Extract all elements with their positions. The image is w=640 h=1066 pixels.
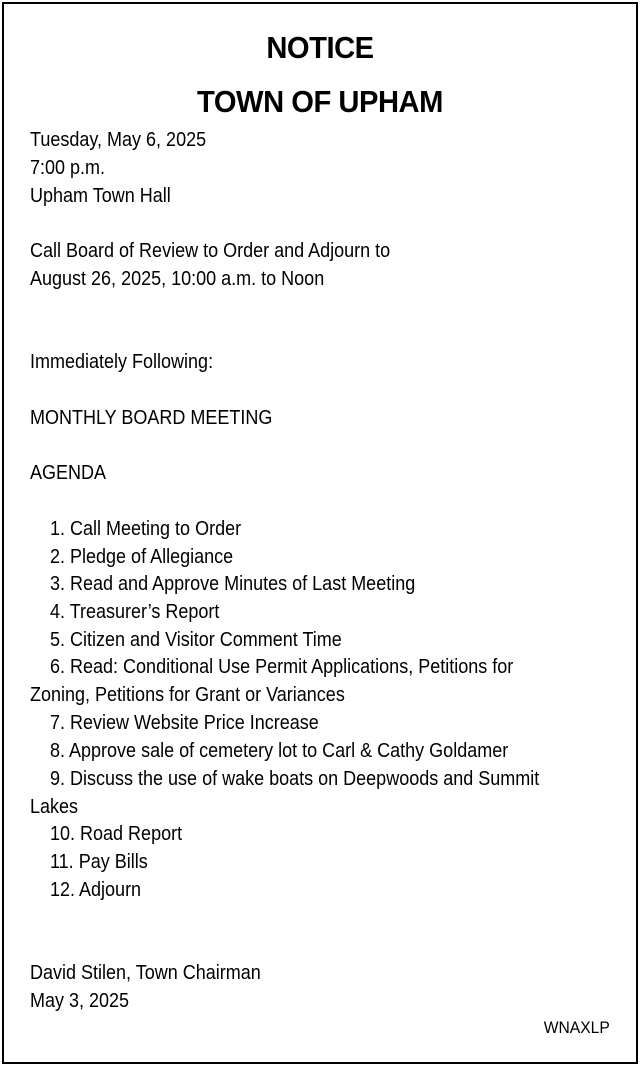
meeting-location: Upham Town Hall — [30, 185, 171, 207]
town-name: TOWN OF UPHAM — [197, 84, 443, 119]
agenda-heading: AGENDA — [30, 462, 107, 484]
agenda-item: 8. Approve sale of cemetery lot to Carl & Cathy Goldamer — [50, 740, 509, 762]
publication-code: WNAXLP — [543, 1018, 610, 1037]
agenda-item: 1. Call Meeting to Order — [50, 518, 242, 540]
agenda-item: 11. Pay Bills — [50, 851, 148, 873]
notice-title: NOTICE — [266, 30, 374, 65]
immediately-following: Immediately Following: — [30, 351, 214, 373]
agenda-item: 12. Adjourn — [50, 879, 142, 901]
agenda-item: 2. Pledge of Allegiance — [50, 546, 234, 568]
board-of-review-line-2: August 26, 2025, 10:00 a.m. to Noon — [30, 268, 325, 290]
agenda-item-continuation: Lakes — [30, 796, 79, 818]
meeting-type: MONTHLY BOARD MEETING — [30, 407, 273, 429]
agenda-item: 6. Read: Conditional Use Permit Applications, Petitions for — [50, 656, 514, 678]
agenda-item: 7. Review Website Price Increase — [50, 712, 319, 734]
meeting-time: 7:00 p.m. — [30, 157, 106, 179]
chairman-signature: David Stilen, Town Chairman — [30, 962, 261, 984]
meeting-date: Tuesday, May 6, 2025 — [30, 129, 207, 151]
agenda-item-continuation: Zoning, Petitions for Grant or Variances — [30, 684, 345, 706]
agenda-item: 4. Treasurer’s Report — [50, 601, 220, 623]
agenda-item: 10. Road Report — [50, 823, 183, 845]
agenda-item: 5. Citizen and Visitor Comment Time — [50, 629, 342, 651]
agenda-item: 9. Discuss the use of wake boats on Deepwoods and Summit — [50, 768, 540, 790]
agenda-item: 3. Read and Approve Minutes of Last Meeting — [50, 573, 416, 595]
signature-date: May 3, 2025 — [30, 990, 130, 1012]
board-of-review-line-1: Call Board of Review to Order and Adjourn to — [30, 240, 391, 262]
